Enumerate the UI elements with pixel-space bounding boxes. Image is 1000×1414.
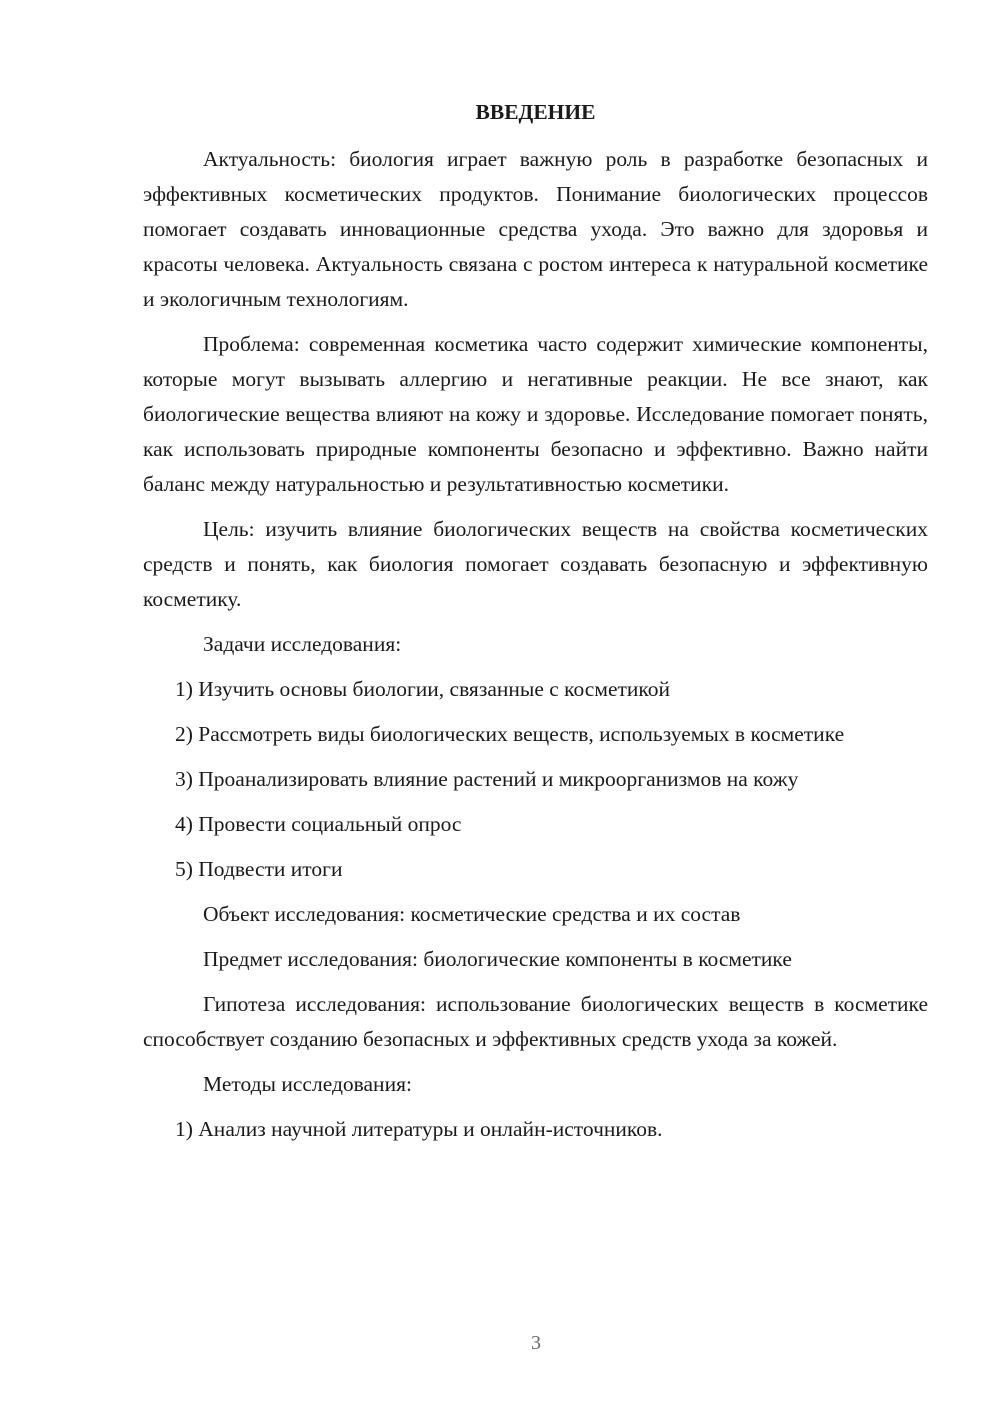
task-item: 4) Провести социальный опрос: [175, 812, 462, 836]
task-item: 3) Проанализировать влияние растений и микроорганизмов на кожу: [175, 767, 799, 791]
tasks-title: Задачи исследования:: [203, 632, 402, 656]
subject-line: Предмет исследования: биологические компоненты в косметике: [203, 947, 792, 971]
task-item: 2) Рассмотреть виды биологических веществ, используемых в косметике: [175, 722, 845, 746]
hypothesis-paragraph: Гипотеза исследования: использование биологических веществ в косметике способствует созданию безопасных и эффективных средств ухода за кожей.: [143, 992, 928, 1051]
document-page: [143, 95, 928, 1157]
goal-paragraph: Цель: изучить влияние биологических веществ на свойства косметических средств и понять, как биология помогает создавать безопасную и эффективную косметику.: [143, 517, 928, 611]
task-item: 1) Изучить основы биологии, связанные с косметикой: [175, 677, 670, 701]
task-item: 5) Подвести итоги: [175, 857, 343, 881]
problem-paragraph: Проблема: современная косметика часто содержит химические компоненты, которые могут вызывать аллергию и негативные реакции. Не все знают, как биологические вещества влияют на кожу и здоровье. Исследование помогает понять, как использовать природные компоненты безопасно и эффективно. Важно найти баланс между натуральностью и результативностью косметики.: [143, 332, 928, 496]
methods-title: Методы исследования:: [203, 1072, 412, 1096]
object-line: Объект исследования: косметические средства и их состав: [203, 902, 741, 926]
method-item: 1) Анализ научной литературы и онлайн-источников.: [175, 1117, 663, 1141]
section-heading: ВВЕДЕНИЕ: [475, 100, 596, 124]
relevance-paragraph: Актуальность: биология играет важную роль в разработке безопасных и эффективных косметических продуктов. Понимание биологических процессов помогает создавать инновационные средства ухода. Это важно для здоровья и красоты человека. Актуальность связана с ростом интереса к натуральной косметике и экологичным технологиям.: [143, 147, 928, 311]
page-number: 3: [531, 1332, 541, 1354]
